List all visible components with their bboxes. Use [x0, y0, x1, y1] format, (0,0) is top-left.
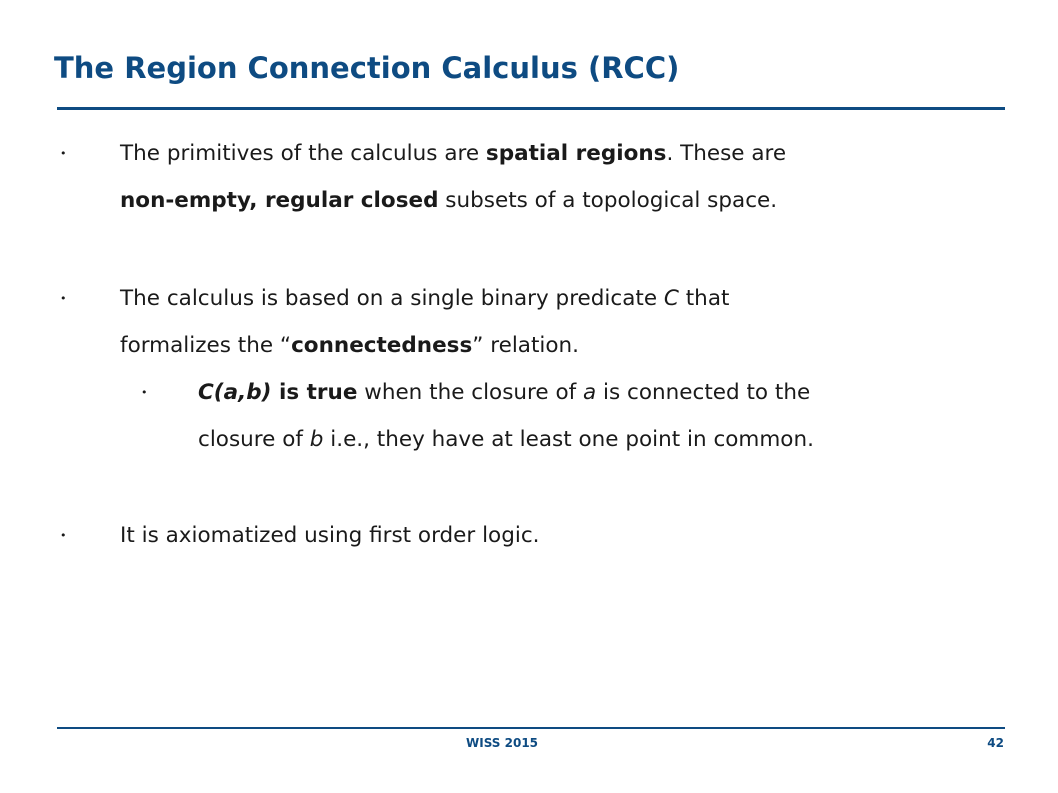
text-run: connectedness [291, 333, 473, 358]
slide-title: The Region Connection Calculus (RCC) [54, 51, 680, 85]
text-run: It is axiomatized using first order logic. [120, 523, 540, 548]
text-run: The primitives of the calculus are [120, 141, 486, 166]
text-run: when the closure of [357, 380, 584, 405]
text-run: is connected to the [596, 380, 811, 405]
text-run: i.e., they have at least one point in common. [323, 427, 814, 452]
text-run: ” relation. [472, 333, 579, 358]
text-run: a [583, 380, 597, 405]
text-run: b [309, 427, 324, 452]
text-run: that [678, 286, 730, 311]
bullet-line [120, 139, 786, 169]
text-run: C(a,b) [198, 380, 272, 405]
sub-bullet-marker: • [141, 386, 148, 399]
text-run: . These are [666, 141, 787, 166]
text-run: The calculus is based on a single binary predicate [120, 286, 664, 311]
text-run: subsets of a topological space. [438, 188, 778, 213]
page-number: 42 [987, 736, 1004, 750]
text-run: is true [271, 380, 358, 405]
text-run: C [663, 286, 679, 311]
sub-bullet-line [198, 378, 810, 408]
bullet-marker: • [60, 147, 67, 160]
footer-event: WISS 2015 [466, 736, 539, 750]
text-run: closure of [198, 427, 310, 452]
bullet-marker: • [60, 529, 67, 542]
text-run: non-empty, regular closed [120, 188, 439, 213]
sub-bullet-line [198, 425, 814, 455]
text-run: spatial regions [485, 141, 667, 166]
bullet-marker: • [60, 292, 67, 305]
bullet-line [120, 521, 539, 551]
bullet-line [120, 186, 777, 216]
text-run: formalizes the “ [120, 333, 292, 358]
footer-divider [57, 727, 1005, 729]
bullet-line [120, 284, 729, 314]
title-divider [57, 107, 1005, 110]
bullet-line [120, 331, 579, 361]
